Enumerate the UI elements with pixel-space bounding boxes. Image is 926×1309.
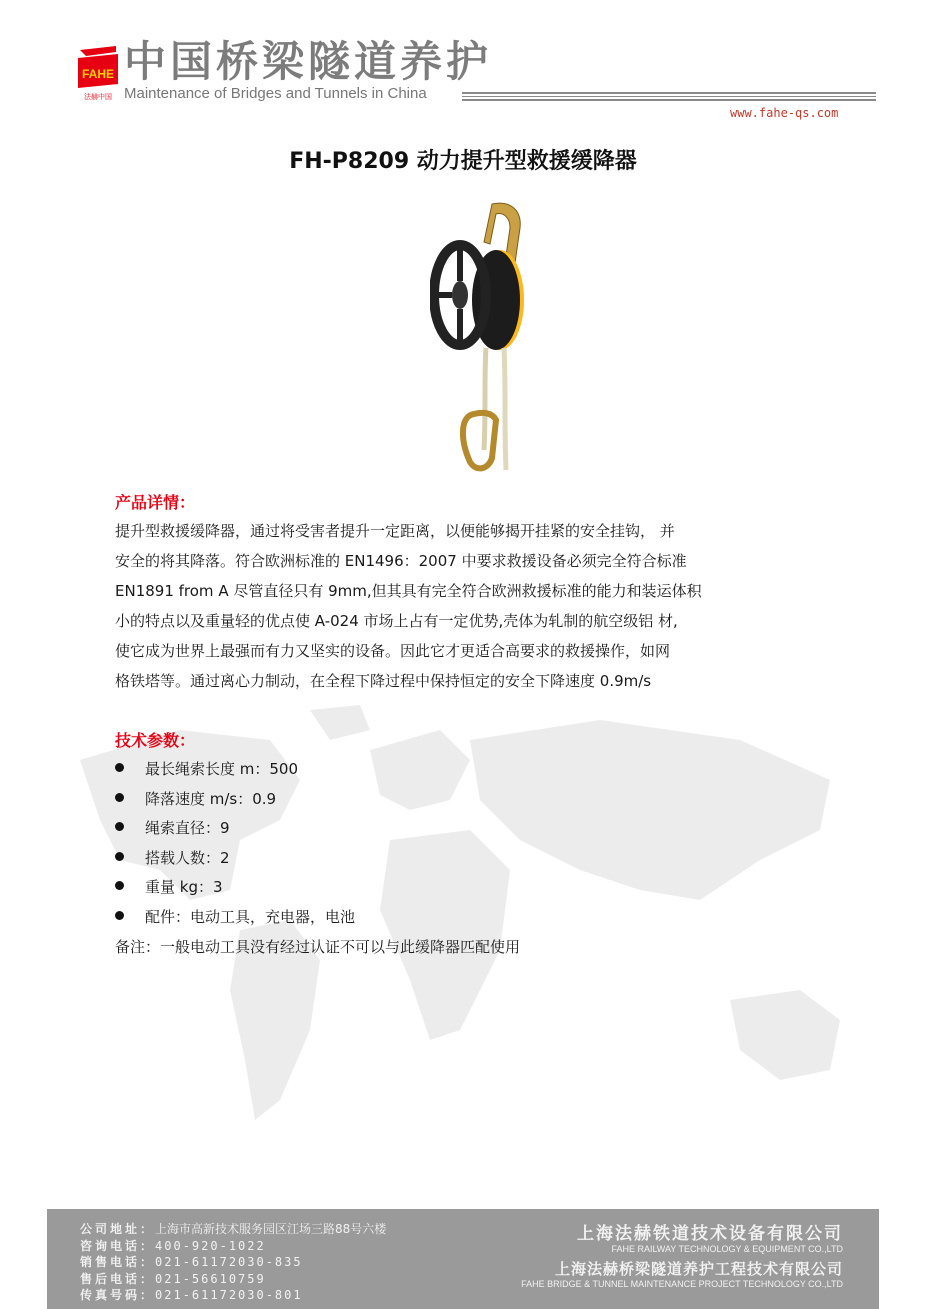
specs-note: 备注：一般电动工具没有经过认证不可以与此缓降器匹配使用 xyxy=(115,938,521,956)
details-line: 提升型救援缓降器，通过将受害者提升一定距离，以便能够揭开挂紧的安全挂钩， 并 xyxy=(115,522,675,540)
contact-address: 公司地址：上海市高新技术服务园区江场三路88号六楼 xyxy=(80,1222,387,1236)
contact-sales-phone: 销售电话：021-61172030-835 xyxy=(80,1255,303,1269)
product-image xyxy=(430,200,540,480)
company-names xyxy=(521,1219,843,1289)
spec-text: 绳索直径：9 xyxy=(145,819,230,837)
specs-heading: 技术参数： xyxy=(115,731,196,750)
spec-item xyxy=(115,818,230,838)
details-line: 安全的将其降落。符合欧洲标准的 EN1496：2007 中要求救援设备必须完全符合标准 xyxy=(115,552,687,570)
header-rule xyxy=(462,99,876,101)
contact-inquiry-phone: 咨询电话：400-920-1022 xyxy=(80,1238,266,1253)
spec-item xyxy=(115,907,355,927)
bullet-icon xyxy=(115,852,124,861)
details-paragraph xyxy=(115,516,815,696)
spec-text: 降落速度 m/s：0.9 xyxy=(145,790,277,808)
header-rule xyxy=(462,96,876,97)
bullet-icon xyxy=(115,822,124,831)
footer xyxy=(47,1209,879,1309)
bullet-icon xyxy=(115,793,124,802)
spec-item xyxy=(115,789,276,809)
bullet-icon xyxy=(115,881,124,890)
company1-en: FAHE RAILWAY TECHNOLOGY & EQUIPMENT CO.,LTD xyxy=(611,1244,843,1254)
spec-item xyxy=(115,848,230,868)
details-line: EN1891 from A 尽管直径只有 9mm,但其具有完全符合欧洲救援标准的能力和装运体积 xyxy=(115,582,702,600)
bullet-icon xyxy=(115,911,124,920)
details-heading: 产品详情： xyxy=(115,493,196,512)
contact-fax: 传真号码：021-61172030-801 xyxy=(80,1288,303,1302)
brand-title-en: Maintenance of Bridges and Tunnels in China xyxy=(124,85,427,102)
spec-text: 重量 kg：3 xyxy=(145,878,223,896)
logo-text: FAHE xyxy=(81,67,115,81)
spec-text: 配件：电动工具，充电器，电池 xyxy=(145,908,356,926)
spec-text: 搭载人数：2 xyxy=(145,849,230,867)
header-rule xyxy=(462,92,876,94)
spec-text: 最长绳索长度 m：500 xyxy=(145,760,299,778)
brand-title-cn: 中国桥梁隧道养护 xyxy=(124,37,493,86)
details-line: 格铁塔等。通过离心力制动，在全程下降过程中保持恒定的安全下降速度 0.9m/s xyxy=(115,672,652,690)
company2-cn: 上海法赫桥梁隧道养护工程技术有限公司 xyxy=(554,1260,843,1278)
document-title: FH-P8209 动力提升型救援缓降器 xyxy=(289,149,637,174)
bullet-icon xyxy=(115,763,124,772)
details-line: 小的特点以及重量轻的优点使 A-024 市场上占有一定优势,壳体为轧制的航空级铝 材, xyxy=(115,612,678,630)
company2-en: FAHE BRIDGE & TUNNEL MAINTENANCE PROJECT TECHNOLOGY CO.,LTD xyxy=(521,1279,843,1289)
logo-subtext: 法赫中国 xyxy=(84,93,112,101)
website-url: www.fahe-qs.com xyxy=(730,106,839,120)
company1-cn: 上海法赫铁道技术设备有限公司 xyxy=(577,1224,843,1244)
spec-item xyxy=(115,877,223,897)
details-line: 使它成为世界上最强而有力又坚实的设备。因此它才更适合高要求的救援操作，如网 xyxy=(115,642,671,660)
fahe-logo xyxy=(76,44,120,102)
spec-item xyxy=(115,759,298,779)
contact-service-phone: 售后电话：021-56610759 xyxy=(80,1271,266,1286)
contact-list xyxy=(80,1221,386,1304)
